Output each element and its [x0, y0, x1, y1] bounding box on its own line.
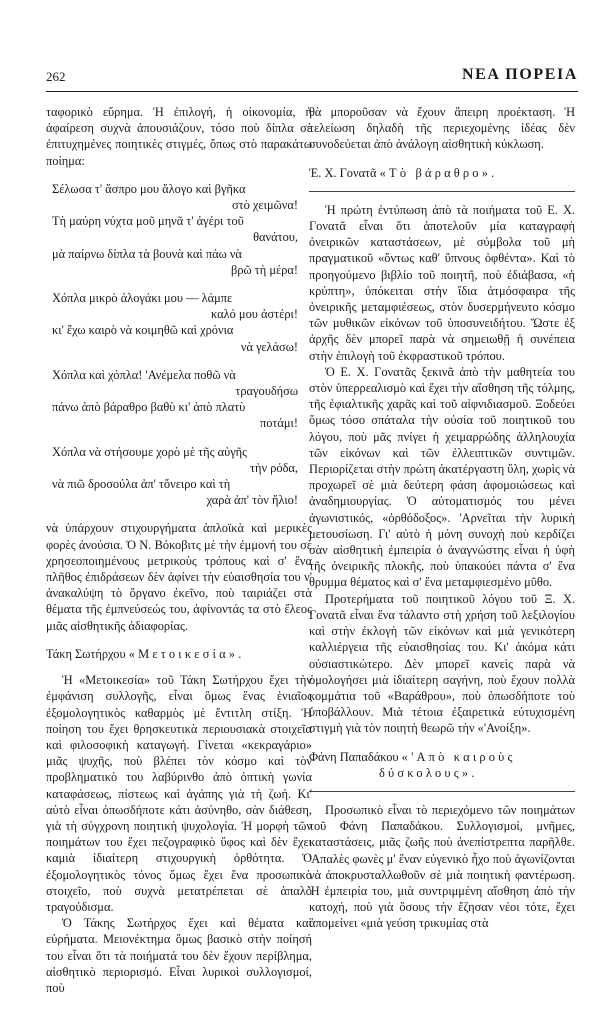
poem-stanza [46, 181, 312, 278]
poem-line: Χόπλα μικρὸ ἀλογάκι μου — λάμπε [52, 291, 233, 306]
poem-line-continuation: στὸ χειμῶνα! [231, 198, 298, 213]
poem-line-continuation: τραγουδήσω [235, 384, 298, 399]
review-heading [309, 165, 575, 181]
poem-line-continuation: βρῶ τὴ μέρα! [231, 262, 298, 277]
review-book-title-continuation: δύσκολους». [379, 765, 478, 780]
page-number: 262 [46, 69, 66, 84]
header-rule [46, 91, 578, 92]
paragraph: Ὁ Τάκης Σωτήρχος ἔχει καὶ θέματα καὶ εὑρήματα. Μειονέκτημα ὅμως βασικὸ στὴν ποίησή του εἶναι ὅτι τὰ ποιήματά του δὲν ἔχουν περίβλημα, αἰσθητικὸ περιορισμό. Εἶναι λυρικοὶ συλλογισμοί, ποὺ [46, 916, 312, 995]
paragraph: θὰ μποροῦσαν νὰ ἔχουν ἄπειρη προέκταση. Ἡ τελείωση δηλαδὴ τῆς περιεχομένης ἰδέας δὲν συνοδεύεται ἀπὸ ἀνάλογη αἰσθητικὴ κύκλωση. [309, 105, 575, 152]
poem-line: Χόπλα καὶ χόπλα! 'Ανέμελα ποθῶ νὰ [52, 367, 236, 382]
review-book-title: «Τὸ βάραθρο». [379, 165, 498, 180]
section-rule [309, 191, 575, 192]
poem-line: μὰ παίρνω δίπλα τὰ βουνὰ καὶ πάω νὰ [52, 246, 242, 261]
paragraph: Ὁ Ε. Χ. Γονατᾶς ξεκινᾶ ἀπὸ τὴν μαθητεία του στὸν ὑπερρεαλισμὸ καὶ ἔχει τὴν αἴσθηση τῆς τόλμης, τῆς ἐφιαλτικῆς χαρᾶς καὶ τοῦ αἰφνιδιασμοῦ. Ξοδεύει ὅμως τόσο σπάταλα τὴν οὐσία τοῦ ποιητικοῦ του λόγου, ποὺ μᾶς πνίγει ἡ χειμαρρώδης ἀλληλουχία τῶν εἰκόνων καὶ τῶν ἐλλειπτικῶν συντιμῶν. Περιορίζεται στὴν πρώτη ἀκατέργαστη ὕλη, χωρὶς νὰ προχωρεῖ σὲ μιὰ δεύτερη φάση ἀφομοιώσεως καὶ ἀναδημιουργίας. Ὁ αὐτοματισμός του μένει ἀγωνιστικός, «ὀρθόδοξος». 'Αρνεῖται τὴν λυρικὴ μετουσίωση. Γι' αὐτὸ ἡ μόνη συνοχὴ ποὺ κερδίζει σὰν αἰσθητικὴ ἐμπειρία ὁ ἀναγνώστης εἶναι ἡ ὑφὴ τῆς ὀνειρικῆς πλοκῆς, ποὺ ὑπακούει πάντα σ' ἕνα θρυμμα θέματος καὶ σ' ἕνα μεταμφιεσμένο μῦθο. [309, 364, 575, 590]
review-heading [46, 646, 312, 662]
poem-line: Τὴ μαύρη νύχτα μοῦ μηνᾶ τ' ἀγέρι τοῦ [52, 214, 244, 229]
poem-line: νὰ πιῶ δροσούλα ἀπ' τὄνειρο καὶ τὴ [52, 477, 231, 492]
poem-stanza [46, 444, 312, 509]
poem-line: Χόπλα νὰ στήσουμε χορὸ μὲ τῆς αὐγῆς [52, 444, 248, 459]
review-heading [309, 749, 575, 781]
section-rule [309, 791, 575, 792]
poem-line-continuation: καλό μου ἀστέρι! [211, 307, 298, 322]
poem-line: πάνω ἀπὸ βάραθρο βαθὺ κι' ἀπὸ πλατὺ [52, 400, 246, 415]
poem [46, 181, 312, 509]
journal-title: ΝΕΑ ΠΟΡΕΙΑ [461, 66, 578, 83]
poem-stanza [46, 367, 312, 432]
paragraph: Προτερήματα τοῦ ποιητικοῦ λόγου τοῦ Ξ. Χ. Γονατᾶ εἶναι ἕνα τάλαντο στὴ χρήση τοῦ λεξιλογίου καὶ στὴν ἐκλογὴ τῶν εἰκόνων καὶ μιὰ γενικότερη καλλιέργεια τῆς εὐαισθησίας του. Κι' ἀκόμα κάτι οὐσιαστικώτερο. Δὲν μπορεῖ κανεὶς παρὰ νὰ ὁμολογήσει μιὰ ἰδιαίτερη σαγήνη, ποὺ ἔχουν πολλὰ κομμάτια τοῦ «Βαράθρου», ποὺ ὁπωσδήποτε τοὺ ὑποβάλλουν. Μιὰ τέτοια ἐξαιρετικὰ εὐτυχισμένη στιγμὴ γιὰ τὸν ποιητὴ θεωρῶ τὴν «'Ανοίξη». [309, 591, 575, 736]
poem-line-continuation: τὴν ρόδα, [250, 460, 298, 475]
poem-stanza [46, 290, 312, 355]
paragraph: νὰ ὑπάρχουν στιχουργήματα ἁπλοϊκὰ καὶ μερικὲς φορὲς ἀνούσια. Ὁ Ν. Βόκοβιτς μὲ τὴν ἐμμονή του σὲ χρησεοποιημένους μετρικοὺς τρόπους καὶ σ' ἕνα πλῆθος ἐπιδράσεων δὲν ἀφίνει τὴν εὐαισθησία του ν' ἀνακαλύψη τὸ ὄργανο ἐκεῖνο, ποὺ ταιριάζει στὰ θέματα τῆς ἐμπνεύσεώς του, ἀφίνοντάς τα στὸ ἔλεος μιᾶς αἰσθητικῆς ἀδιαφορίας. [46, 521, 312, 633]
paragraph: ταφορικὸ εὕρημα. Ἡ ἐπιλογή, ἡ οἰκονομία, ἡ ἀφαίρεση συχνὰ ἀπουσιάζουν, τόσο ποὺ δίπλα σὲ ἐπιτυχημένες ποιητικὲς στιγμές, ὅπως στὸ παρακάτω ποίημα: [46, 105, 312, 168]
review-book-title: «Μετοικεσία». [128, 646, 245, 661]
review-book-title: «'Απὸ καιροὺς [401, 749, 516, 764]
right-column [309, 104, 575, 932]
left-column [46, 104, 312, 996]
review-author: Ἐ. Χ. Γονατᾶ [309, 165, 377, 180]
paragraph: Ἡ πρώτη ἐντύπωση ἀπὸ τὰ ποιήματα τοῦ Ε. Χ. Γονατᾶ εἶναι ὅτι ἀποτελοῦν μία καταγραφὴ ὀνειρικῶν καταστάσεων, μὲ σύμβολα τοῦ μὴ πραγματικοῦ «ὄντως καθ' ὕπνους ὀφθέντα». Καὶ τὸ προηγούμενο βιβλίο τοῦ ποιητῆ, ποὺ ἐδιάβασα, «ἡ κρύπτη», ὑπόκειται στὴν ἴδια ἀτμόσφαιρα τῆς ὀνειρικῆς μεταμφιέσεως, στὸν δυσερμήνευτο κόσμο τῶν μυθικῶν εἰκόνων τοῦ ὑποσυνειδήτου. Ὥστε ἐξ ἀρχῆς δὲν μπορεῖ παρὰ νὰ σημειωθῇ ἡ συνέπεια στὴν ἐπιλογὴ τοῦ ἐκφραστικοῦ τρόπου. [309, 202, 575, 363]
poem-line: Σέλωσα τ' ἄσπρο μου ἄλογο καὶ βγῆκα [52, 181, 246, 196]
review-author: Φάνη Παπαδάκου [309, 749, 399, 764]
poem-line-continuation: θανάτου, [253, 230, 298, 245]
poem-line-continuation: νὰ γελάσω! [240, 339, 298, 354]
paragraph: Ἡ «Μετοικεσία» τοῦ Τάκη Σωτήρχου ἔχει τὴν ἐμφάνιση συλλογῆς, εἶναι ὅμως ἕνας ἑνιαῖος ἐξομολογητικὸς καθαρμὸς μὲ ἔντιτλη στίξη. Ἡ ποίηση του ἔχει θρησκευτικὰ περιουσιακὰ στοιχεῖα καὶ φιλοσοφικὴ καταγωγή. Γίνεται «κεκραγάριο» μιᾶς ψυχῆς, ποὺ βλέπει τὸν κόσμο καὶ τὸν προβληματικὸ του λαβύρινθο ἀπὸ ὀπτικὴ γωνία καταφάσεως, πίστεως καὶ ἀγάπης γιὰ τὴ ζωή. Κι' αὐτὸ εἶναι ὁπωσδήποτε κάτι ἀσύνηθο, σὰν διάθεση, γιὰ τὴ σύγχρονη ποιητικὴ ψυχολογία. Ἡ μορφὴ τῶν ποιημάτων του ἔχει πεζογραφικὸ ὕφος καὶ δὲν ἔχει καμιὰ ἰδιαίτερη στιχουργικὴ ὀρθότητα. Ὁ ἐξομολογητικὸς τόνος ὅμως ἔχει ἕνα προσωπικὸ στοιχεῖο, ποὺ συχνὰ μετατρέπεται σὲ ἁπαλὸ τραγούδισμα. [46, 673, 312, 914]
poem-line-continuation: χαρὰ ἀπ' τὸν ἥλιο! [206, 493, 298, 508]
paragraph: Προσωπικὸ εἶναι τὸ περιεχόμενο τῶν ποιημάτων τοῦ Φάνη Παπαδάκου. Συλλογισμοί, μνῆμες, καταστάσεις, μιᾶς ζωῆς ποὺ ἀνεπίστρεπτα παρῆλθε. 'Απαλὲς φωνὲς μ' ἕναν εὐγενικὸ ἦχο ποὺ ἀγωνίζονται νὰ ἀποκρυσταλλωθοῦν σὲ μιὰ ποιητικὴ φαντέρωση. Ἡ ἐμπειρία του, μιὰ συντριμμένη αἴσθηση ἀπὸ τὴν κατοχή, ποὺ γιὰ ὅσους τὴν ἔζησαν νέοι τότε, ἔχει ἀπομείνει «μιὰ γεύση τρικυμίας στὰ [309, 802, 575, 931]
review-author: Τάκη Σωτήρχου [46, 646, 126, 661]
poem-line-continuation: ποτάμι! [259, 416, 298, 431]
running-head [46, 66, 578, 88]
poem-line: κι' ἔχω καιρὸ νὰ κοιμηθῶ καὶ χρόνια [52, 323, 234, 338]
